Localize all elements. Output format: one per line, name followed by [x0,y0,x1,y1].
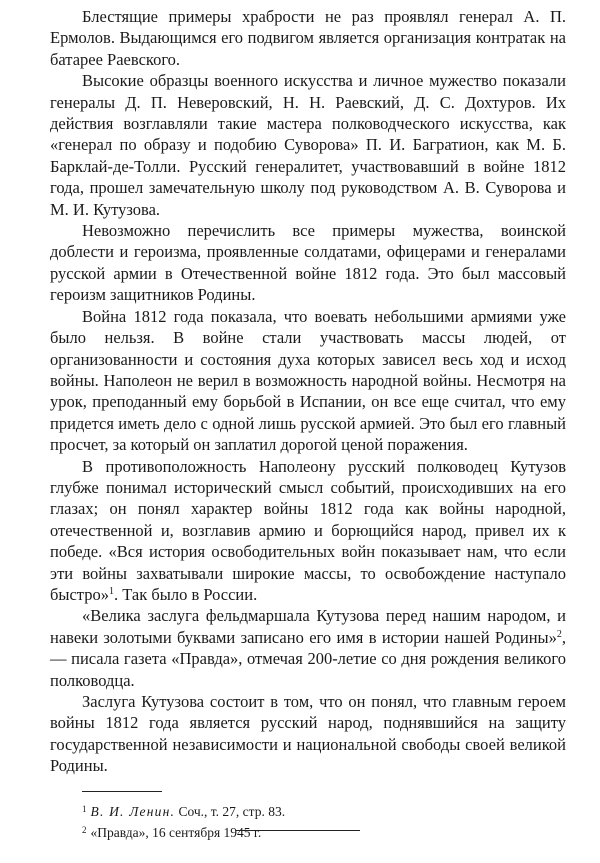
paragraph-heroism [50,220,566,306]
paragraph-text: Война 1812 года показала, что воевать небольшими армиями уже было нельзя. В войне стали участвовать массы людей, от организованности и состояния духа которых зависел весь ход и исход войны. Наполеон не верил в возможность народной войны. Несмотря на урок, преподанный ему борьбой в Испании, он все еще считал, что ему придется иметь дело с одной лишь русской армией. Это был его главный просчет, за который он заплатил дорогой ценой поражения. [50,306,566,455]
paragraph-generals [50,70,566,220]
paragraph-text: Заслуга Кутузова состоит в том, что он понял, что главным героем войны 1812 года является русский народ, поднявшийся на защиту государственной независимости и национальной свободы своей великой Родины. [50,692,566,776]
paragraph-pravda-quote [50,605,566,691]
footnote-author: В. И. Ленин. [90,803,176,819]
paragraph-text-continued: . Так было в России. [113,584,258,604]
footnote-item [82,800,566,821]
paragraph-text: В противоположность Наполеону русский полководец Кутузов глубже понимал исторический смысл событий, происходивших на его глазах; он понял характер войны 1812 года как войны народной, отечественной и, возглавив армию и борющийся народ, привел их к победе. «Вся история освободительных войн показывает нам, что если эти войны захватывали широкие массы, то освобождение наступало быстро» [50,456,566,604]
footnote-number: 2 [82,824,87,835]
footnotes [50,800,566,842]
page-content [50,6,566,842]
footnote-text: Соч., т. 27, стр. 83. [178,803,286,819]
paragraph-ermolov [50,6,566,70]
footnote-reference: 2 [556,628,562,640]
paragraph-war-1812 [50,306,566,456]
paragraph-text: Высокие образцы военного искусства и личное мужество показали генералы Д. П. Неверовский, Н. Н. Раевский, Д. С. Дохтуров. Их действия возглавляли такие мастера полководческого искусства, как «генерал по образу и подобию Суворова» П. И. Багратион, как М. Б. Барклай-де-Толли. Русский генералитет, участвовавший в войне 1812 года, прошел замечательную школу под руководством А. В. Суворова и М. И. Кутузова. [50,71,566,219]
paragraph-kutuzov-merit [50,691,566,777]
paragraph-text: Блестящие примеры храбрости не раз проявлял генерал А. П. Ермолов. Выдающимся его подвигом является организация контратак на батарее Раевского. [50,7,566,69]
paragraph-text: «Велика заслуга фельдмаршала Кутузова перед нашим народом, и навеки золотыми буквами записано его имя в истории нашей Родины» [50,606,566,647]
paragraph-text: Невозможно перечислить все примеры мужества, воинской доблести и героизма, проявленные солдатами, офицерами и генералами русской армии в Отечественной войне 1812 года. Это был массовый героизм защитников Родины. [50,221,566,305]
footnote-text: «Правда», 16 сентября 1945 г. [90,824,262,840]
paragraph-kutuzov-understanding [50,456,566,606]
footnote-number: 1 [82,803,87,814]
footnote-item [82,821,566,842]
footnote-divider [82,791,162,792]
end-divider [236,830,360,831]
footnote-reference: 1 [108,585,114,597]
paragraph-text-continued: ,— писала газета «Правда», отмечая 200-летие со дня рождения великого полководца. [50,627,566,690]
